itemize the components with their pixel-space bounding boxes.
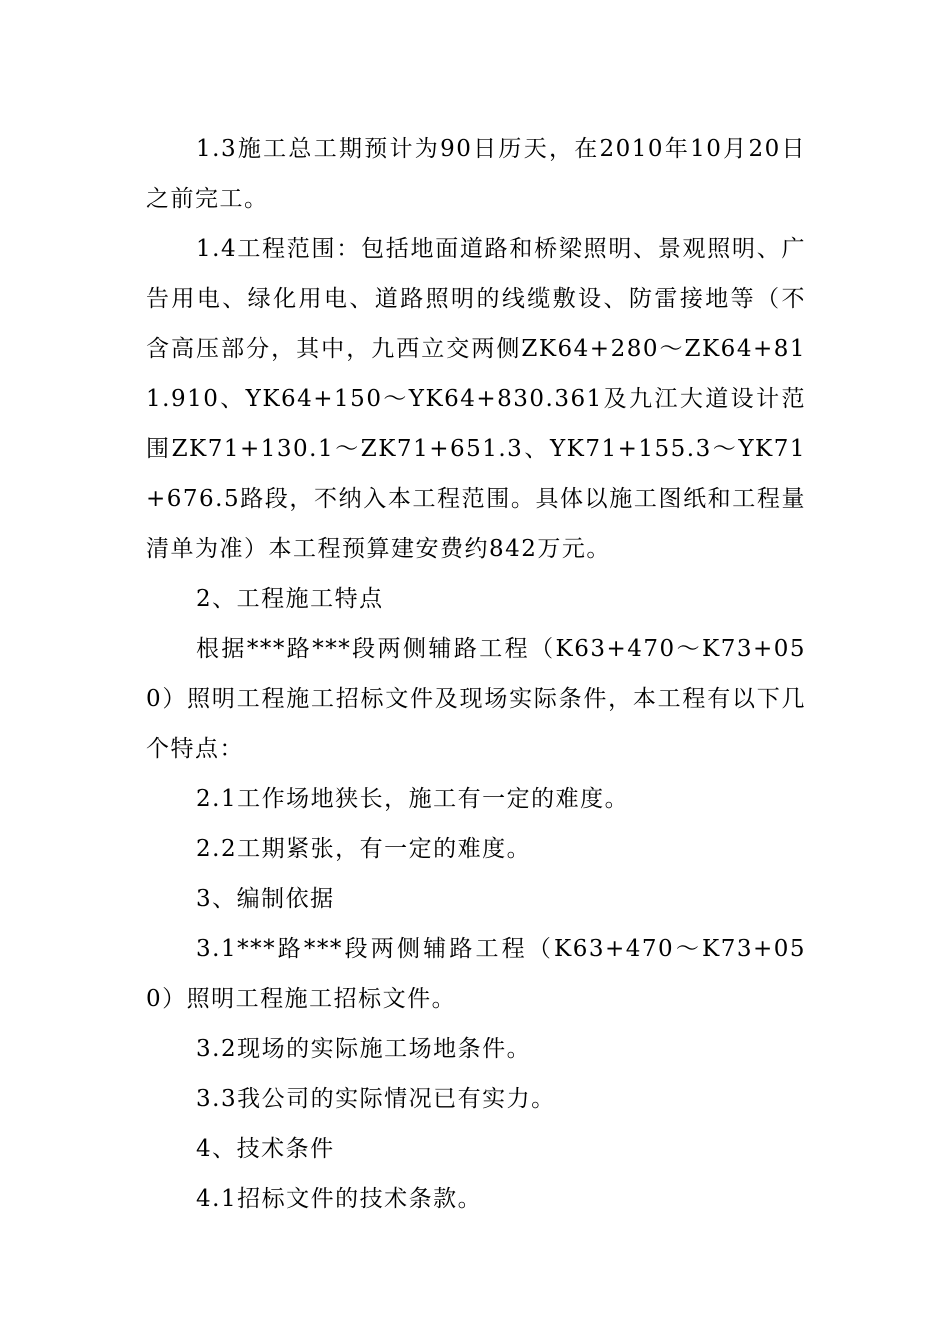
paragraph-feature-2-1: 2.1工作场地狭长，施工有一定的难度。 (196, 786, 630, 812)
paragraph-technical-4-1: 4.1招标文件的技术条款。 (196, 1186, 483, 1212)
paragraph-basis-3-1: 3.1***路***段两侧辅路工程（K63+470～K73+050）照明工程施工招标文件。 (146, 936, 806, 1012)
paragraph-feature-2-2: 2.2工期紧张，有一定的难度。 (196, 836, 532, 862)
paragraph-basis-3-3: 3.3我公司的实际情况已有实力。 (196, 1086, 556, 1112)
paragraph-basis-3-2: 3.2现场的实际施工场地条件。 (196, 1036, 532, 1062)
paragraph-construction-period: 1.3施工总工期预计为90日历天，在2010年10月20日之前完工。 (146, 136, 806, 212)
heading-compilation-basis: 3、编制依据 (196, 886, 335, 912)
document-body (146, 124, 806, 1224)
paragraph-project-scope: 1.4工程范围：包括地面道路和桥梁照明、景观照明、广告用电、绿化用电、道路照明的线缆敷设、防雷接地等（不含高压部分，其中，九西立交两侧ZK64+280～ZK64+811.910、YK64+150～YK64+830.361及九江大道设计范围ZK71+130.1～ZK71+651.3、YK71+155.3～YK71+676.5路段，不纳入本工程范围。具体以施工图纸和工程量清单为准）本工程预算建安费约842万元。 (146, 236, 806, 562)
heading-technical-conditions: 4、技术条件 (196, 1136, 335, 1162)
heading-construction-features: 2、工程施工特点 (196, 586, 384, 612)
paragraph-features-intro: 根据***路***段两侧辅路工程（K63+470～K73+050）照明工程施工招标文件及现场实际条件，本工程有以下几个特点： (146, 636, 806, 762)
